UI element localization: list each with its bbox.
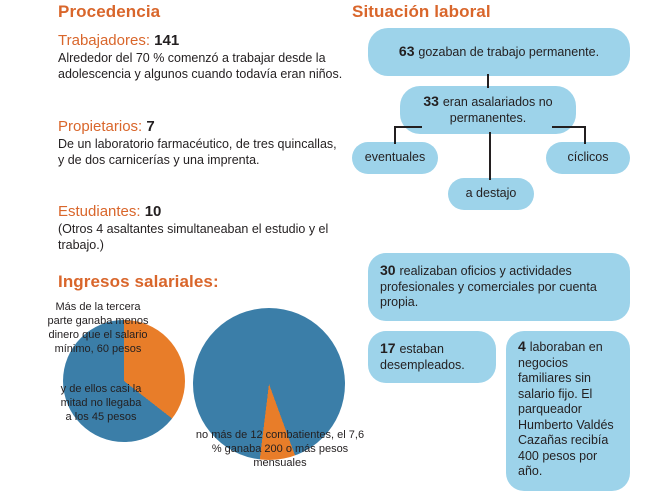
group-estudiantes [58,203,343,253]
group-estudiantes-heading [58,203,343,220]
group-estudiantes-label: Estudiantes: [58,203,145,220]
group-trabajadores-count: 141 [154,32,180,49]
bubble-asalariados-no-permanentes [400,86,576,134]
group-propietarios-count: 7 [146,118,155,135]
group-estudiantes-text: (Otros 4 asaltantes simultaneaban el estudio y el trabajo.) [58,222,329,252]
bubble-ciclicos-text: cíclicos [567,150,609,165]
bubble-eventuales [352,142,438,174]
bubble-asalariados-number: 33 [423,93,443,109]
bubble-eventuales-text: eventuales [364,150,426,165]
group-trabajadores-heading [58,32,343,49]
connector-line [394,128,396,144]
bubble-a-destajo [448,178,534,210]
bubble-negocios-familiares [506,331,630,491]
pie-label-200-pesos: no más de 12 combatientes, el 7,6 % ganaba 200 o más pesos mensuales [195,429,365,469]
connector-line [394,126,422,128]
bubble-negocios-number: 4 [518,338,530,354]
bubble-trabajo-permanente [368,28,630,76]
group-trabajadores [58,32,343,82]
bubble-desempleados-text: estaban desempleados. [380,342,465,372]
bubble-desempleados-number: 17 [380,340,400,356]
situacion-laboral-title: Situación laboral [352,2,491,21]
ingresos-salariales-title: Ingresos salariales: [58,272,219,291]
bubble-desempleados [368,331,496,383]
bubble-asalariados-text: eran asalariados no permanentes. [442,95,553,125]
bubble-ciclicos [546,142,630,174]
bubble-oficios-text: realizaban oficios y actividades profesionales y comerciales por cuenta propia. [380,264,597,310]
group-trabajadores-text: Alrededor del 70 % comenzó a trabajar desde la adolescencia y algunos cuando todavía eran niños. [58,51,343,81]
bubble-permanente-number: 63 [398,42,419,59]
group-propietarios-text: De un laboratorio farmacéutico, de tres quincallas, y de dos carnicerías y una imprenta. [58,137,337,167]
procedencia-title: Procedencia [58,2,161,21]
group-trabajadores-label: Trabajadores: [58,32,155,49]
connector-line [584,126,586,144]
connector-line [487,74,489,88]
bubble-permanente-text: gozaban de trabajo permanente. [418,44,600,59]
connector-line [552,126,586,128]
bubble-oficios-number: 30 [380,262,400,279]
group-propietarios-label: Propietarios: [58,118,147,135]
group-propietarios-heading [58,118,343,135]
pie-label-salario-minimo: Más de la tercera parte ganaba menos dinero que el salario mínimo, 60 pesos [47,301,149,355]
group-estudiantes-count: 10 [144,203,162,220]
connector-line [489,132,491,180]
bubble-destajo-text: a destajo [465,186,517,201]
bubble-negocios-text: laboraban en negocios familiares sin salario fijo. El parqueador Humberto Valdés Cazañas recibía 400 pesos por año. [518,340,614,478]
bubble-oficios-por-cuenta-propia [368,253,630,321]
pie-label-45-pesos: y de ellos casi la mitad no llegaba a los 45 pesos [60,383,142,423]
group-propietarios [58,118,343,168]
